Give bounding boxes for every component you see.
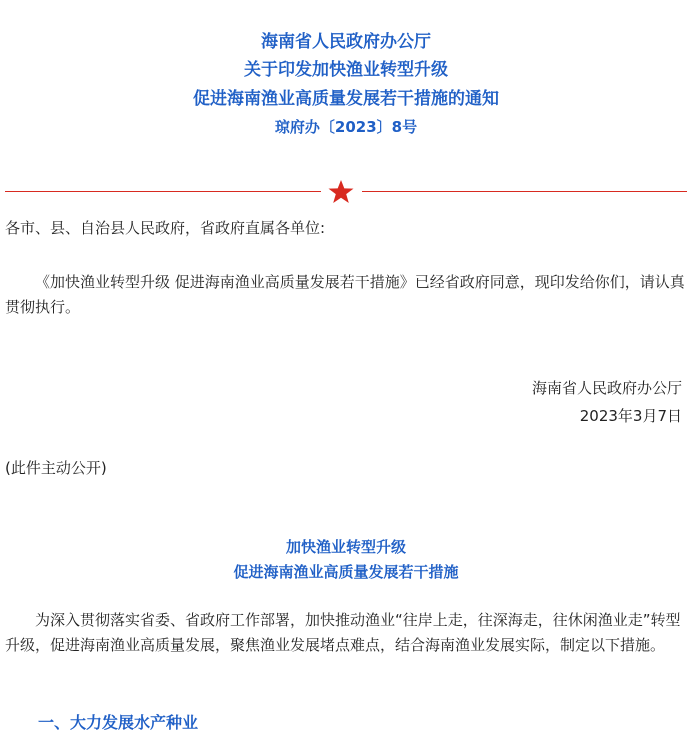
attachment-intro: 为深入贯彻落实省委、省政府工作部署，加快推动渔业“往岸上走，往深海走，往休闲渔业走”转型升级，促进海南渔业高质量发展，聚焦渔业发展堵点难点，结合海南渔业发展实际，制定以下措施。 bbox=[5, 611, 681, 654]
signature-issuer: 海南省人民政府办公厅 bbox=[531, 379, 682, 397]
notice-title-line1: 关于印发加快渔业转型升级 bbox=[244, 60, 448, 80]
divider-line-left bbox=[5, 191, 321, 192]
issuer-title: 海南省人民政府办公厅 bbox=[261, 32, 431, 52]
red-star-icon bbox=[327, 180, 355, 204]
disclosure-note: (此件主动公开) bbox=[5, 459, 107, 477]
attachment-title-line2: 促进海南渔业高质量发展若干措施 bbox=[233, 563, 459, 581]
attachment-title-line1: 加快渔业转型升级 bbox=[285, 538, 406, 556]
signature-date: 2023年3月7日 bbox=[579, 407, 682, 425]
notice-title-line2: 促进海南渔业高质量发展若干措施的通知 bbox=[193, 89, 499, 109]
document-number: 琼府办〔2023〕8号 bbox=[274, 118, 418, 136]
section-heading-1: 一、大力发展水产种业 bbox=[38, 713, 199, 732]
red-star-divider bbox=[5, 180, 687, 204]
salutation: 各市、县、自治县人民政府，省政府直属各单位: bbox=[5, 219, 326, 237]
divider-line-right bbox=[362, 191, 687, 192]
notice-paragraph: 《加快渔业转型升级 促进海南渔业高质量发展若干措施》已经省政府同意，现印发给你们，请认真贯彻执行。 bbox=[5, 273, 685, 316]
